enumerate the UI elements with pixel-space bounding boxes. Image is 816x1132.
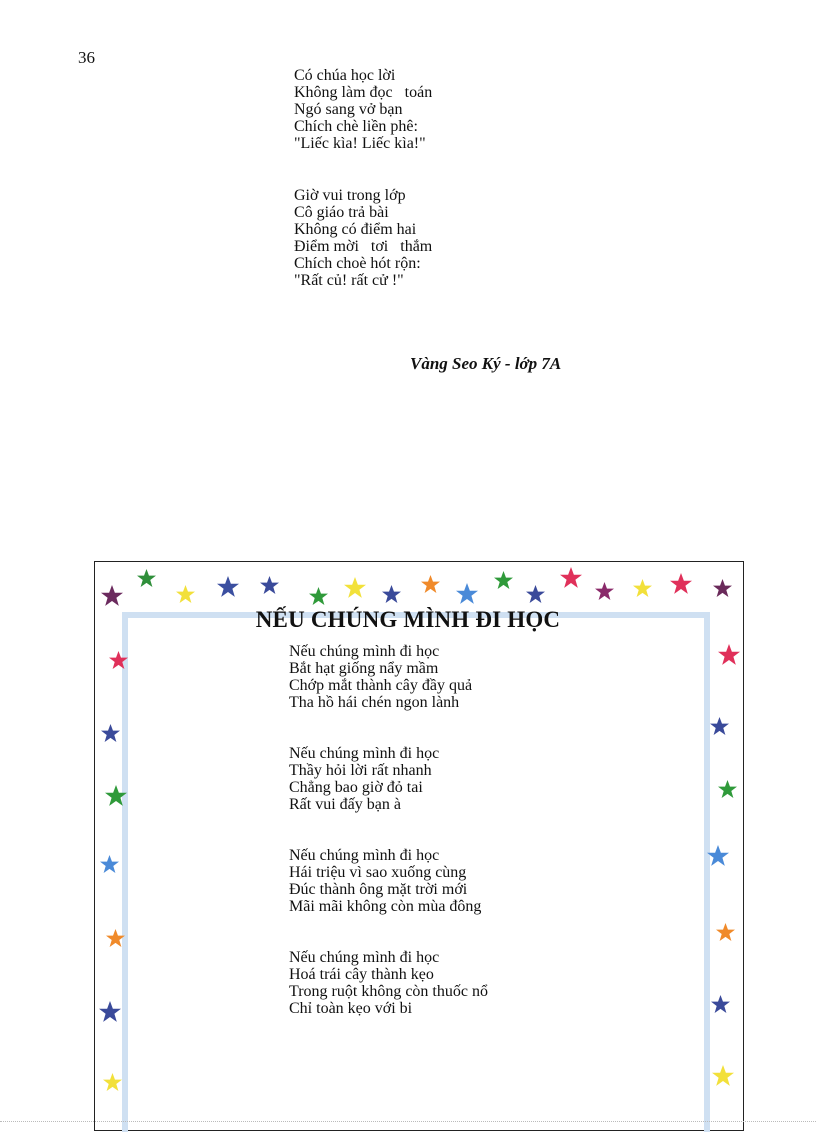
poem-line: Không có điểm hai xyxy=(294,221,417,238)
star-icon xyxy=(670,573,692,595)
star-icon xyxy=(718,780,737,799)
star-icon xyxy=(382,585,401,604)
poem-line: Chích choè hót rộn: xyxy=(294,255,421,272)
poem-line: "Liếc kìa! Liếc kìa!" xyxy=(294,135,426,152)
star-icon xyxy=(344,577,366,599)
star-icon xyxy=(421,575,440,594)
star-icon xyxy=(595,582,614,601)
poem-line: Không làm đọc toán xyxy=(294,84,433,101)
star-icon xyxy=(718,644,740,666)
star-icon xyxy=(560,567,582,589)
star-icon xyxy=(99,1001,121,1023)
poem-line: Điểm mời tơi thắm xyxy=(294,238,433,255)
star-icon xyxy=(494,571,513,590)
poem-stanza xyxy=(289,847,481,915)
star-icon xyxy=(526,585,545,604)
star-icon xyxy=(713,579,732,598)
poem-stanza xyxy=(289,643,472,711)
star-icon xyxy=(100,855,119,874)
poem-line: Nếu chúng mình đi học xyxy=(289,745,440,762)
star-icon xyxy=(103,1073,122,1092)
poem-line: Chẳng bao giờ đỏ tai xyxy=(289,779,423,796)
poem-line: Mãi mãi không còn mùa đông xyxy=(289,898,482,915)
poem-line: "Rất củ! rất cử !" xyxy=(294,272,404,289)
star-icon xyxy=(716,923,735,942)
star-icon xyxy=(109,651,128,670)
poem-title: NẾU CHÚNG MÌNH ĐI HỌC xyxy=(255,607,561,632)
poem-line: Thầy hỏi lời rất nhanh xyxy=(289,762,432,779)
poem-line: Nếu chúng mình đi học xyxy=(289,847,440,864)
poem-line: Bắt hạt giống nẩy mầm xyxy=(289,660,439,677)
poem-stanza xyxy=(289,745,439,813)
star-icon xyxy=(137,569,156,588)
star-icon xyxy=(260,576,279,595)
poem-author: Vàng Seo Ký - lớp 7A xyxy=(410,354,562,373)
star-icon xyxy=(710,717,729,736)
poem-line: Hoá trái cây thành kẹo xyxy=(289,966,434,983)
star-icon xyxy=(309,587,328,606)
star-icon xyxy=(106,929,125,948)
poem-line: Nếu chúng mình đi học xyxy=(289,643,440,660)
poem-stanza xyxy=(294,67,432,152)
star-icon xyxy=(105,785,127,807)
poem-line: Đúc thành ông mặt trời mới xyxy=(289,881,468,898)
star-icon xyxy=(456,583,478,605)
star-icon xyxy=(101,724,120,743)
poem-line: Hái triệu vì sao xuống cùng xyxy=(289,864,467,881)
poem-line: Chích chè liền phê: xyxy=(294,118,418,135)
poem-line: Tha hồ hái chén ngon lành xyxy=(289,694,460,711)
poem-line: Ngó sang vở bạn xyxy=(294,101,403,118)
star-icon xyxy=(176,585,195,604)
star-icon xyxy=(101,585,123,607)
poem-line: Rất vui đấy bạn à xyxy=(289,796,401,813)
page-number: 36 xyxy=(78,48,95,67)
poem-stanza xyxy=(294,187,432,289)
star-icon xyxy=(712,1065,734,1087)
star-icon xyxy=(711,995,730,1014)
page-bottom-divider xyxy=(0,1121,816,1122)
poem-line: Cô giáo trả bài xyxy=(294,204,389,221)
poem-line: Nếu chúng mình đi học xyxy=(289,949,440,966)
poem-line: Chỉ toàn kẹo với bi xyxy=(289,1000,413,1017)
poem-stanza xyxy=(289,949,488,1017)
poem-line: Giờ vui trong lớp xyxy=(294,187,406,204)
star-icon xyxy=(633,579,652,598)
poem-line: Chớp mắt thành cây đầy quả xyxy=(289,677,473,694)
poem-line: Có chúa học lời xyxy=(294,67,396,84)
poem-line: Trong ruột không còn thuốc nổ xyxy=(289,983,488,1000)
star-icon xyxy=(707,845,729,867)
star-icon xyxy=(217,576,239,598)
